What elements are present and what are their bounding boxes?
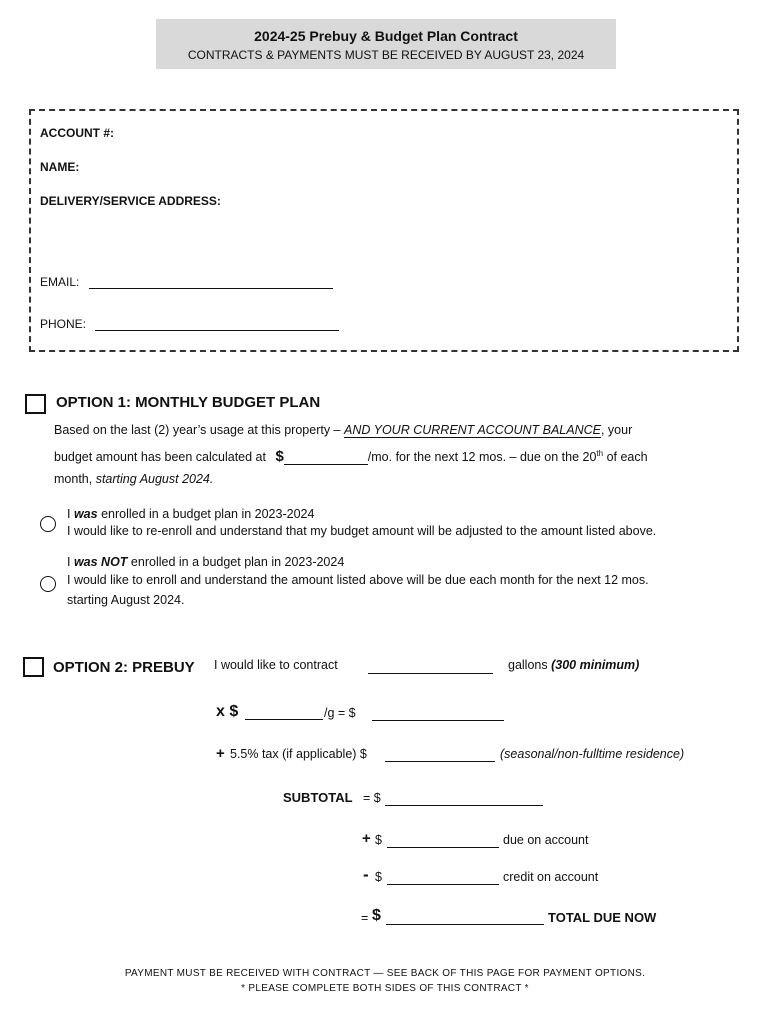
choice2-b: was NOT — [73, 555, 128, 569]
account-number-field[interactable] — [122, 126, 422, 142]
gallons-row — [508, 658, 639, 672]
option2-heading: OPTION 2: PREBUY — [53, 659, 195, 676]
footer-line1: PAYMENT MUST BE RECEIVED WITH CONTRACT — SEE BACK OF THIS PAGE FOR PAYMENT OPTIONS. — [124, 968, 646, 979]
option1-heading: OPTION 1: MONTHLY BUDGET PLAN — [56, 394, 321, 411]
name-label: NAME: — [40, 160, 80, 174]
email-row — [40, 275, 333, 289]
choice1-line2: I would like to re-enroll and understand that my budget amount will be adjusted to the amount listed above. — [67, 524, 657, 538]
budget-amount-field[interactable] — [284, 463, 368, 465]
radio-was-enrolled[interactable] — [40, 516, 56, 532]
option1-line2-sup: th — [596, 448, 604, 458]
choice2-line2: I would like to enroll and understand the amount listed above will be due each month for the next 12 mos. — [67, 573, 649, 587]
option1-line2-c: of each — [603, 450, 648, 464]
choice1-a: I — [67, 507, 74, 521]
total-dollar: $ — [372, 907, 381, 924]
gallons-label: gallons — [508, 658, 548, 672]
due-dollar: $ — [375, 833, 382, 847]
price-per-gallon-eq: /g = $ — [324, 706, 356, 720]
option1-checkbox[interactable] — [25, 394, 46, 414]
option1-line3-a: month, — [54, 472, 96, 486]
credit-field[interactable] — [387, 884, 499, 885]
due-text: due on account — [503, 833, 589, 847]
total-eq: = — [361, 911, 369, 925]
total-field[interactable] — [386, 924, 544, 925]
due-plus: + — [362, 830, 371, 847]
page-title: 2024-25 Prebuy & Budget Plan Contract — [254, 28, 518, 44]
phone-row — [40, 317, 339, 331]
choice1-line1 — [67, 507, 314, 521]
tax-note: (seasonal/non-fulltime residence) — [500, 747, 685, 761]
gallons-field[interactable] — [368, 673, 493, 674]
option1-line3 — [54, 472, 213, 486]
credit-dollar: $ — [375, 870, 382, 884]
budget-dollar-sign: $ — [275, 448, 284, 465]
subtotal-eq: = $ — [363, 791, 381, 805]
tax-field[interactable] — [385, 761, 495, 762]
total-text: TOTAL DUE NOW — [548, 910, 657, 925]
tax-plus: + — [216, 745, 225, 762]
subtotal-field[interactable] — [385, 805, 543, 806]
gallon-cost-field[interactable] — [372, 720, 504, 721]
contract-text: I would like to contract — [214, 658, 338, 672]
subtotal-label: SUBTOTAL — [283, 790, 353, 805]
credit-minus: - — [363, 865, 369, 884]
choice1-b: was — [73, 507, 98, 521]
radio-was-not-enrolled[interactable] — [40, 576, 56, 592]
choice2-line3: starting August 2024. — [67, 593, 185, 607]
due-field[interactable] — [387, 847, 499, 848]
title-box — [156, 19, 616, 69]
choice2-a: I — [67, 555, 74, 569]
gallons-minimum: (300 minimum) — [551, 658, 640, 672]
footer-line2: * PLEASE COMPLETE BOTH SIDES OF THIS CONTRACT * — [241, 983, 529, 994]
tax-text: 5.5% tax (if applicable) $ — [230, 747, 367, 761]
address-label: DELIVERY/SERVICE ADDRESS: — [40, 194, 221, 208]
address-field[interactable] — [230, 194, 710, 254]
price-times-label: x $ — [216, 703, 239, 720]
choice2-c: enrolled in a budget plan in 2023-2024 — [127, 555, 345, 569]
option1-line1-b: AND YOUR CURRENT ACCOUNT BALANCE — [343, 423, 601, 437]
option1-line3-b: starting August 2024. — [95, 472, 214, 486]
option1-line2-a: budget amount has been calculated at — [54, 450, 266, 464]
option1-line2-b: /mo. for the next 12 mos. – due on the 20 — [367, 450, 597, 464]
option1-line1 — [54, 423, 632, 438]
phone-label: PHONE: — [40, 317, 87, 331]
phone-field[interactable] — [95, 329, 339, 331]
price-per-gallon-field[interactable] — [245, 719, 323, 720]
option1-line2 — [54, 448, 648, 465]
page-subtitle: CONTRACTS & PAYMENTS MUST BE RECEIVED BY AUGUST 23, 2024 — [187, 48, 585, 62]
email-label: EMAIL: — [40, 275, 80, 289]
account-number-label: ACCOUNT #: — [40, 126, 114, 140]
choice2-line1 — [67, 555, 344, 569]
name-field[interactable] — [90, 160, 490, 176]
option1-line1-c: , your — [600, 423, 633, 437]
choice1-c: enrolled in a budget plan in 2023-2024 — [97, 507, 315, 521]
email-field[interactable] — [89, 287, 333, 289]
option2-checkbox[interactable] — [23, 657, 44, 677]
credit-text: credit on account — [503, 870, 599, 884]
option1-line1-a: Based on the last (2) year’s usage at this property – — [54, 423, 344, 437]
